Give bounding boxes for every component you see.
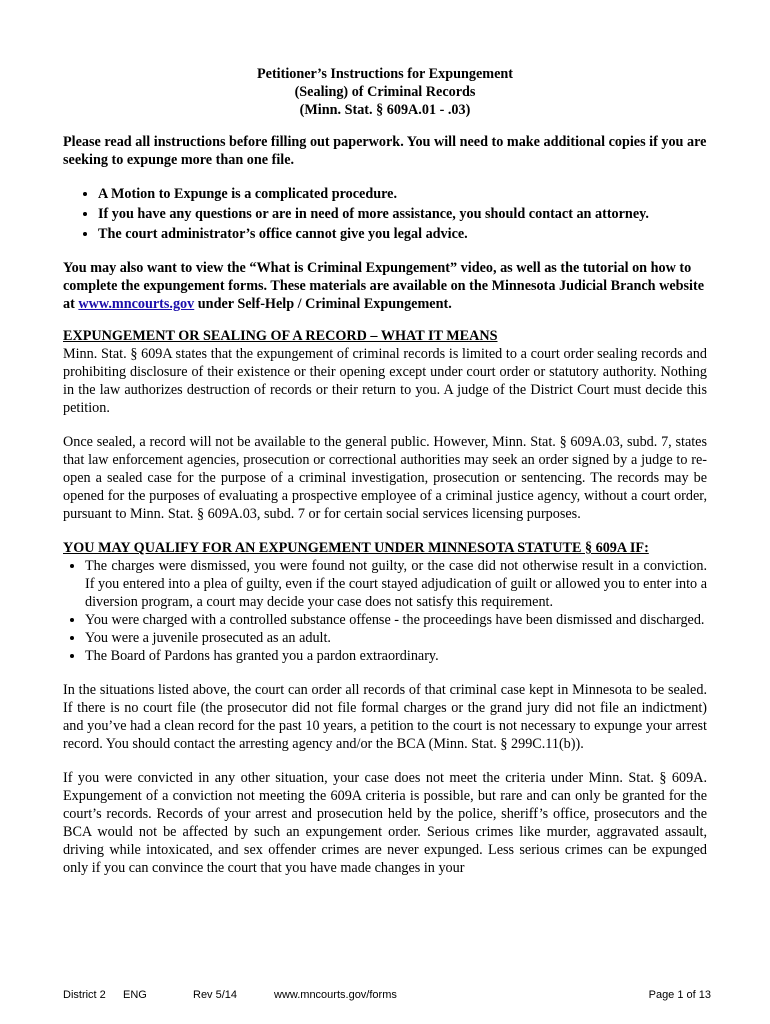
footer-url: www.mncourts.gov/forms [274,989,397,1001]
title-line-1: Petitioner’s Instructions for Expungement [256,66,513,82]
document-body [63,65,707,893]
document-title [63,65,707,119]
qualification-item: • The charges were dismissed, you were found not guilty, or the case did not otherwise result in a conviction. If you entered into a plea of guilty, even if the court stayed adjudication of guilt or allowed you to enter into a diversion program, a court may decide your case does not satisfy this requirement. [85,557,707,611]
footer-page-number: Page 1 of 13 [648,989,711,1001]
warning-bullet: • A Motion to Expunge is a complicated procedure. [98,185,707,203]
footer-revision: Rev 5/14 [193,989,238,1001]
section-heading-qualify: YOU MAY QUALIFY FOR AN EXPUNGEMENT UNDER MINNESOTA STATUTE § 609A IF: [63,540,649,556]
title-line-3: (Minn. Stat. § 609A.01 - .03) [299,102,471,118]
page-footer [63,989,711,1003]
intro-paragraph: Please read all instructions before filling out paperwork. You will need to make additional copies if you are seeking to expunge more than one file. [63,134,707,168]
video-text-before: You may also want to view the “What is Criminal Expungement” video, as well as the tutorial on how to complete the expungement forms. These materials are available on the Minnesota Judicial Branch website at [63,260,705,312]
body-paragraph: Minn. Stat. § 609A states that the expungement of criminal records is limited to a court order sealing records and prohibiting disclosure of their existence or their opening except under court order or statutory authority. Nothing in the law authorizes destruction of records or their return to you. A judge of the District Court must decide this petition. [63,346,707,416]
footer-language: ENG [123,989,147,1001]
footer-district: District 2 [63,989,106,1001]
mncourts-link[interactable]: www.mncourts.gov [78,296,195,312]
qualification-list [63,557,707,665]
video-paragraph [63,259,707,313]
warning-bullet: • If you have any questions or are in need of more assistance, you should contact an attorney. [98,205,707,223]
video-text-after: under Self-Help / Criminal Expungement. [194,296,452,312]
qualification-item: • The Board of Pardons has granted you a pardon extraordinary. [85,647,707,665]
body-paragraph: Once sealed, a record will not be available to the general public. However, Minn. Stat. § 609A.03, subd. 7, states that law enforcement agencies, prosecution or correctional authorities may seek an order signed by a judge to re-open a sealed case for the purpose of a criminal investigation, prosecution or sentencing. The records may be opened for the purposes of evaluating a prospective employee of a criminal justice agency, without a court order, pursuant to Minn. Stat. § 609A.03, subd. 7 or for certain social services licensing purposes. [63,434,707,522]
warning-bullet-list [63,185,707,243]
title-line-2: (Sealing) of Criminal Records [294,84,476,100]
section-heading-expungement-meaning: EXPUNGEMENT OR SEALING OF A RECORD – WHAT IT MEANS [63,328,498,344]
warning-bullet: • The court administrator’s office cannot give you legal advice. [98,225,707,243]
qualification-item: • You were charged with a controlled substance offense - the proceedings have been dismissed and discharged. [85,611,707,629]
body-paragraph: In the situations listed above, the court can order all records of that criminal case kept in Minnesota to be sealed. If there is no court file (the prosecutor did not file formal charges or the grand jury did not file an indictment) and you’ve had a clean record for the past 10 years, a petition to the court is not necessary to expunge your arrest record. You should contact the arresting agency and/or the BCA (Minn. Stat. § 299C.11(b)). [63,682,707,752]
qualification-item: • You were a juvenile prosecuted as an adult. [85,629,707,647]
body-paragraph: If you were convicted in any other situation, your case does not meet the criteria under Minn. Stat. § 609A. Expungement of a conviction not meeting the 609A criteria is possible, but rare and can only be granted for the court’s records. Records of your arrest and prosecution held by the police, sheriff’s office, prosecutors and the BCA would not be affected by such an expungement order. Serious crimes like murder, aggravated assault, driving while intoxicated, and sex offender crimes are never expunged. Less serious crimes can be expunged only if you can convince the court that you have made changes in your [63,770,707,876]
